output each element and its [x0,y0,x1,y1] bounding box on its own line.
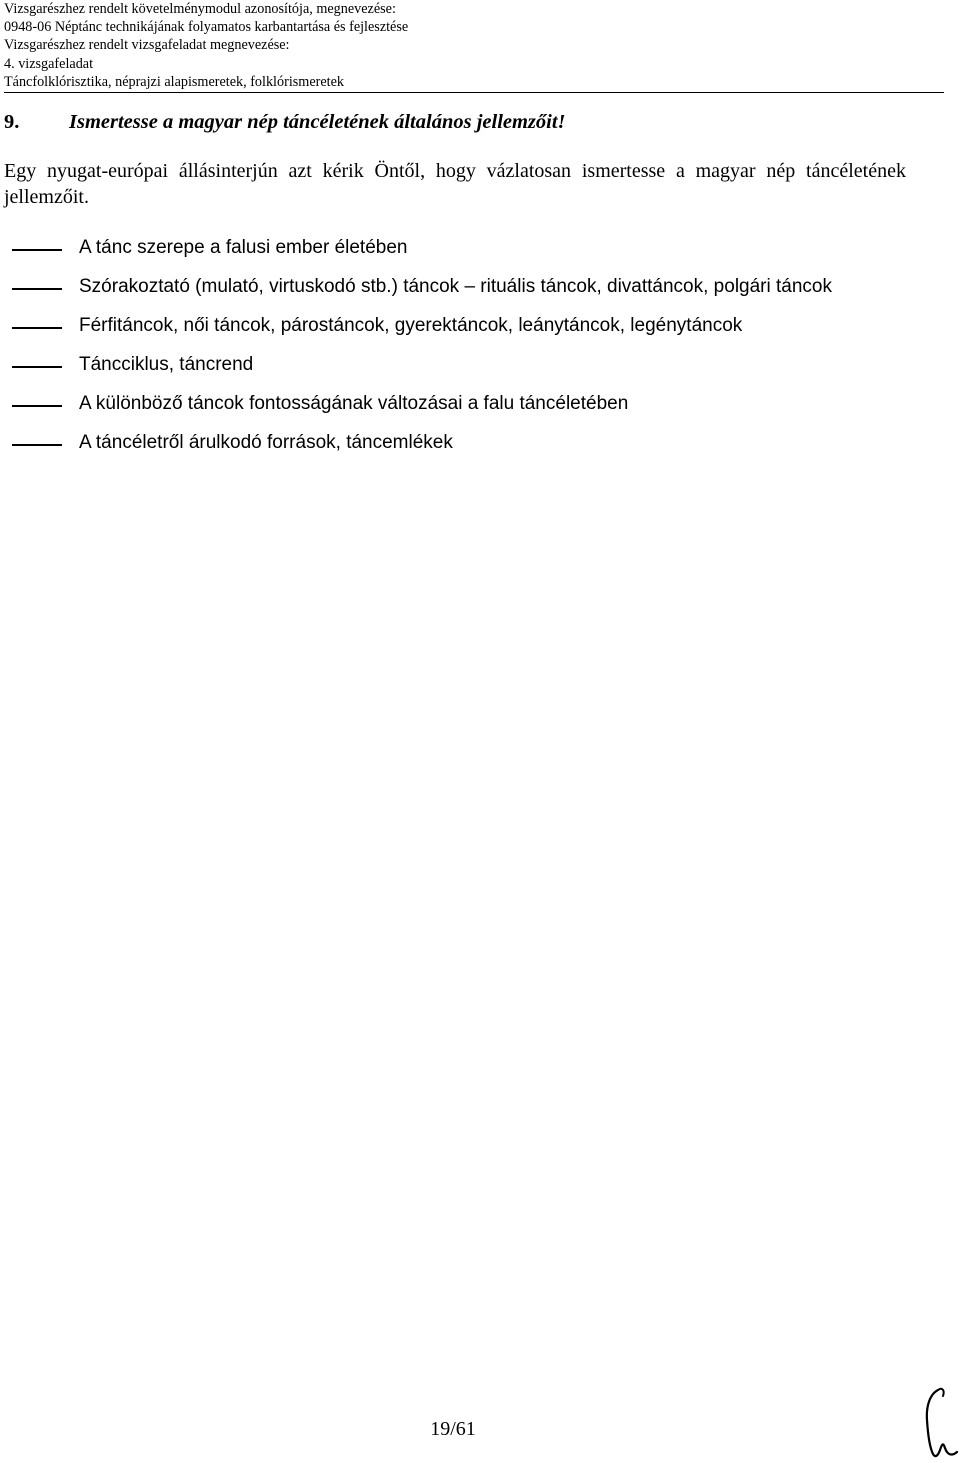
header-line: 4. vizsgafeladat [4,55,94,72]
page-number: 19/61 [430,1418,476,1440]
list-item-text: Táncciklus, táncrend [79,354,254,375]
list-item-text: Férfitáncok, női táncok, párostáncok, gyerektáncok, leánytáncok, legénytáncok [79,315,743,336]
list-item-text: A különböző táncok fontosságának változásai a falu táncéletében [79,393,629,414]
question-title [4,109,566,135]
document-header [4,0,944,93]
list-item-text: A tánc szerepe a falusi ember életében [79,237,408,258]
header-line: Vizsgarészhez rendelt vizsgafeladat megnevezése: [4,37,290,54]
header-line: Vizsgarészhez rendelt követelménymodul azonosítója, megnevezése: [4,1,396,17]
handwritten-signature-icon [918,1384,960,1462]
dash-bullet-icon [12,288,62,290]
list-item-text: A táncéletről árulkodó források, táncemlékek [79,432,453,453]
question-intro: Egy nyugat-európai állásinterjún azt kérik Öntől, hogy vázlatosan ismertesse a magyar nép táncéletének jellemzőit. [4,160,906,208]
question-number: 9. [4,111,20,133]
dash-bullet-icon [12,327,62,329]
list-item-text: Szórakoztató (mulató, virtuskodó stb.) táncok – rituális táncok, divattáncok, polgári táncok [79,276,832,297]
header-line: 0948-06 Néptánc technikájának folyamatos karbantartása és fejlesztése [4,19,409,36]
header-line: Táncfolklórisztika, néprajzi alapismeretek, folklórismeretek [4,73,344,90]
question-title-text: Ismertesse a magyar nép táncéletének általános jellemzőit! [69,111,566,133]
dash-bullet-icon [12,405,62,407]
dash-bullet-icon [12,366,62,368]
dash-bullet-icon [12,444,62,446]
dash-bullet-icon [12,249,62,251]
